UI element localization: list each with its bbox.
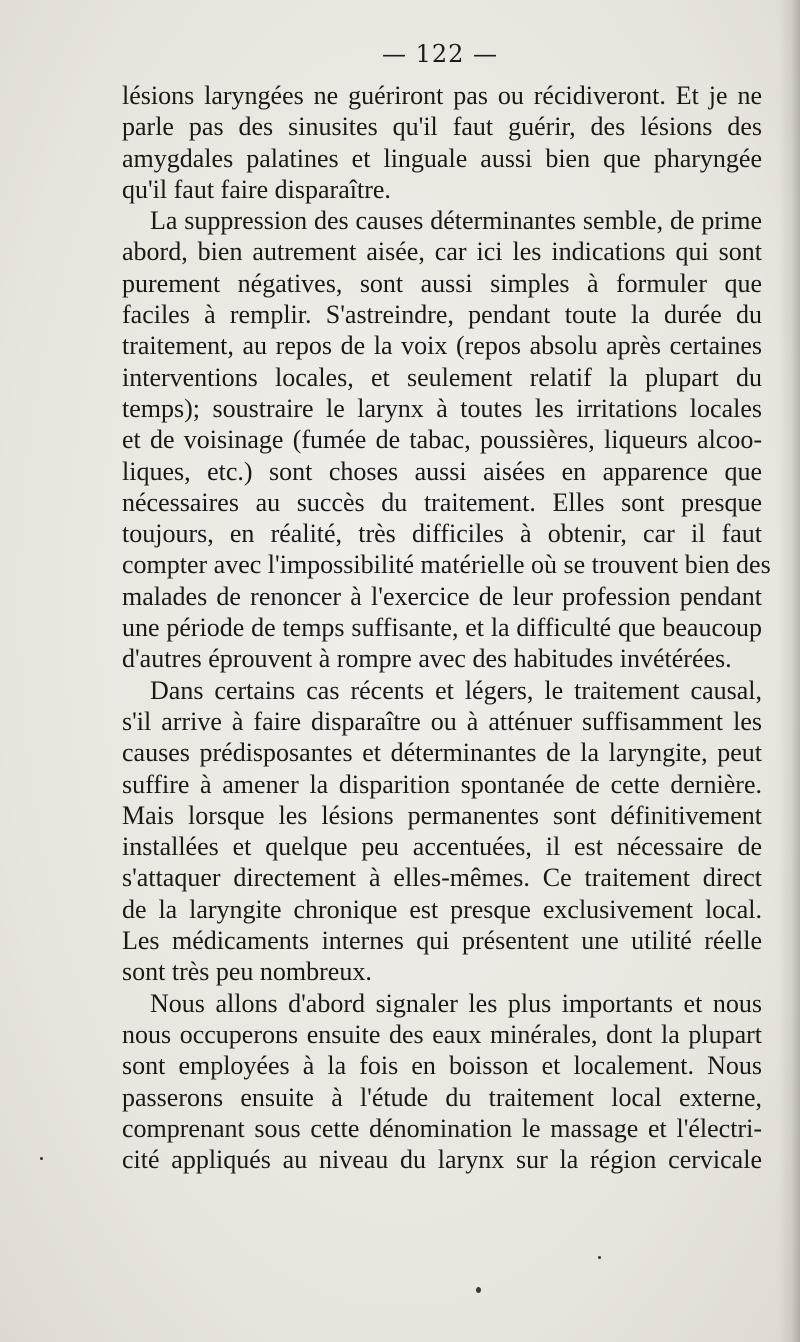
- ink-speck: [40, 1157, 43, 1160]
- page-edge-shadow: [778, 0, 800, 1342]
- text-line: une période de temps suffisante, et la difficulté que beaucoup: [122, 613, 762, 643]
- text-line: Dans certains cas récents et légers, le traitement causal,: [150, 675, 762, 705]
- text-line: s'il arrive à faire disparaître ou à atténuer suffisamment les: [122, 706, 762, 736]
- text-line: comprenant sous cette dénomination le massage et l'électri-: [122, 1113, 762, 1143]
- body-text: [122, 80, 771, 1175]
- text-line: La suppression des causes déterminantes semble, de prime: [150, 206, 762, 236]
- text-line: purement négatives, sont aussi simples à formuler que: [122, 268, 762, 298]
- text-line: suffire à amener la disparition spontanée de cette dernière.: [122, 769, 762, 799]
- text-line: cité appliqués au niveau du larynx sur la région cervicale: [122, 1145, 762, 1175]
- text-line: qu'il faut faire disparaître.: [122, 174, 391, 204]
- text-line: toujours, en réalité, très difficiles à obtenir, car il faut: [122, 519, 762, 549]
- text-line: abord, bien autrement aisée, car ici les indications qui sont: [122, 237, 762, 267]
- text-line: malades de renoncer à l'exercice de leur profession pendant: [122, 581, 762, 611]
- text-line: interventions locales, et seulement relatif la plupart du: [122, 362, 762, 392]
- text-line: sont employées à la fois en boisson et localement. Nous: [122, 1051, 762, 1081]
- ink-speck: [476, 1287, 481, 1293]
- text-line: faciles à remplir. S'astreindre, pendant toute la durée du: [122, 300, 762, 330]
- text-line: liques, etc.) sont choses aussi aisées en apparence que: [122, 456, 762, 486]
- text-line: causes prédisposantes et déterminantes de la laryngite, peut: [122, 738, 762, 768]
- text-line: s'attaquer directement à elles-mêmes. Ce traitement direct: [122, 863, 762, 893]
- text-line: et de voisinage (fumée de tabac, poussières, liqueurs alcoo-: [122, 425, 762, 455]
- text-line: temps); soustraire le larynx à toutes les irritations locales: [122, 393, 762, 423]
- text-line: Nous allons d'abord signaler les plus importants et nous: [150, 988, 762, 1018]
- text-line: traitement, au repos de la voix (repos absolu après certaines: [122, 331, 762, 361]
- page-number: — 122 —: [381, 40, 499, 68]
- text-line: nous occuperons ensuite des eaux minérales, dont la plupart: [122, 1019, 762, 1049]
- text-line: Les médicaments internes qui présentent une utilité réelle: [122, 926, 762, 956]
- text-line: de la laryngite chronique est presque exclusivement local.: [122, 894, 762, 924]
- ink-speck: [598, 1256, 601, 1259]
- text-line: installées et quelque peu accentuées, il est nécessaire de: [122, 832, 762, 862]
- text-line: Mais lorsque les lésions permanentes sont définitivement: [122, 800, 762, 830]
- text-line: lésions laryngées ne guériront pas ou récidiveront. Et je ne: [122, 81, 762, 110]
- text-line: d'autres éprouvent à rompre avec des habitudes invétérées.: [122, 644, 732, 674]
- text-line: nécessaires au succès du traitement. Elles sont presque: [122, 487, 762, 517]
- text-line: amygdales palatines et linguale aussi bien que pharyngée: [122, 143, 762, 173]
- text-line: sont très peu nombreux.: [122, 957, 372, 987]
- text-line: parle pas des sinusites qu'il faut guérir, des lésions des: [122, 112, 762, 142]
- text-line: passerons ensuite à l'étude du traitement local externe,: [122, 1082, 762, 1112]
- text-line: compter avec l'impossibilité matérielle où se trouvent bien des: [122, 550, 771, 580]
